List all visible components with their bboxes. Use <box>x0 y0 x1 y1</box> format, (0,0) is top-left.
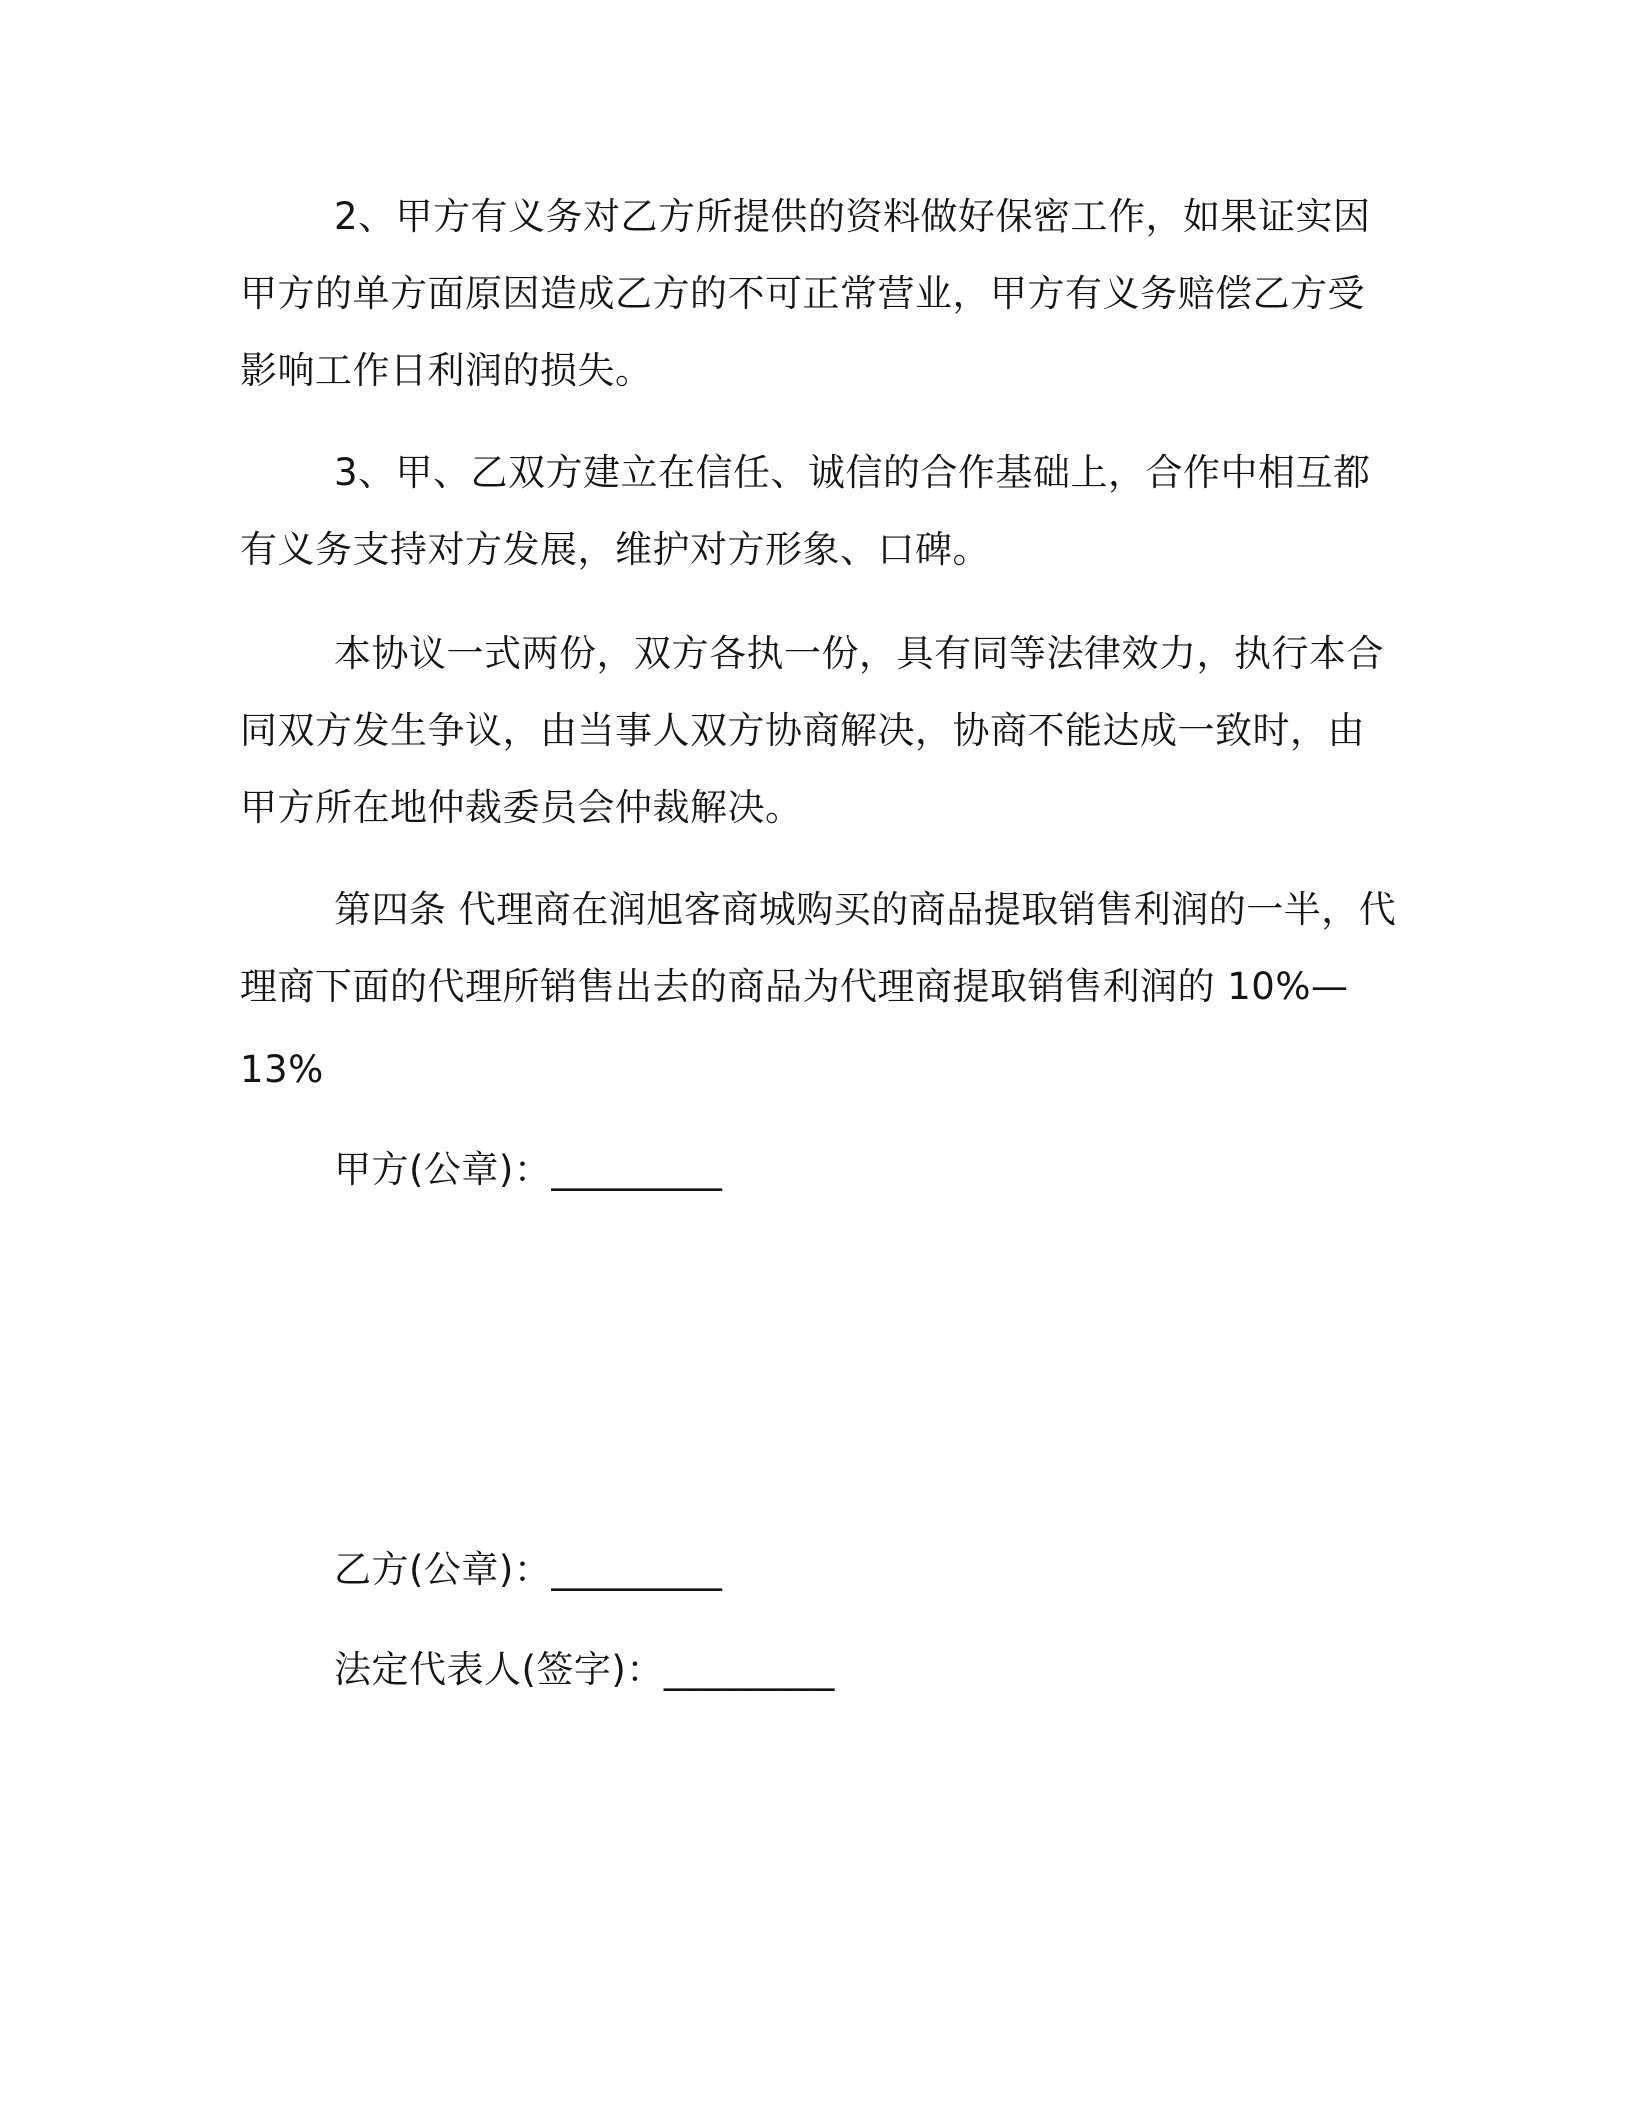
party-a-seal-line: 甲方(公章)：_________ <box>334 1148 723 1191</box>
clause-2-line-2: 甲方的单方面原因造成乙方的不可正常营业，甲方有义务赔偿乙方受 <box>240 272 1365 315</box>
clause-2-line-3: 影响工作日利润的损失。 <box>240 349 653 392</box>
article-4-line-2: 理商下面的代理所销售出去的商品为代理商提取销售利润的 10%— <box>240 965 1349 1008</box>
article-4-line-1: 第四条 代理商在润旭客商城购买的商品提取销售利润的一半，代 <box>334 888 1397 931</box>
clause-2-line-1: 2、甲方有义务对乙方所提供的资料做好保密工作，如果证实因 <box>334 195 1371 238</box>
article-4-line-3: 13% <box>240 1048 324 1091</box>
party-b-seal-line: 乙方(公章)：_________ <box>334 1548 723 1591</box>
agreement-line-3: 甲方所在地仲裁委员会仲裁解决。 <box>240 786 803 829</box>
agreement-line-2: 同双方发生争议，由当事人双方协商解决，协商不能达成一致时，由 <box>240 709 1365 752</box>
agreement-line-1: 本协议一式两份，双方各执一份，具有同等法律效力，执行本合 <box>334 632 1384 675</box>
clause-3-line-2: 有义务支持对方发展，维护对方形象、口碑。 <box>240 528 990 571</box>
legal-representative-line: 法定代表人(签字)：_________ <box>334 1648 835 1691</box>
clause-3-line-1: 3、甲、乙双方建立在信任、诚信的合作基础上，合作中相互都 <box>334 451 1371 494</box>
